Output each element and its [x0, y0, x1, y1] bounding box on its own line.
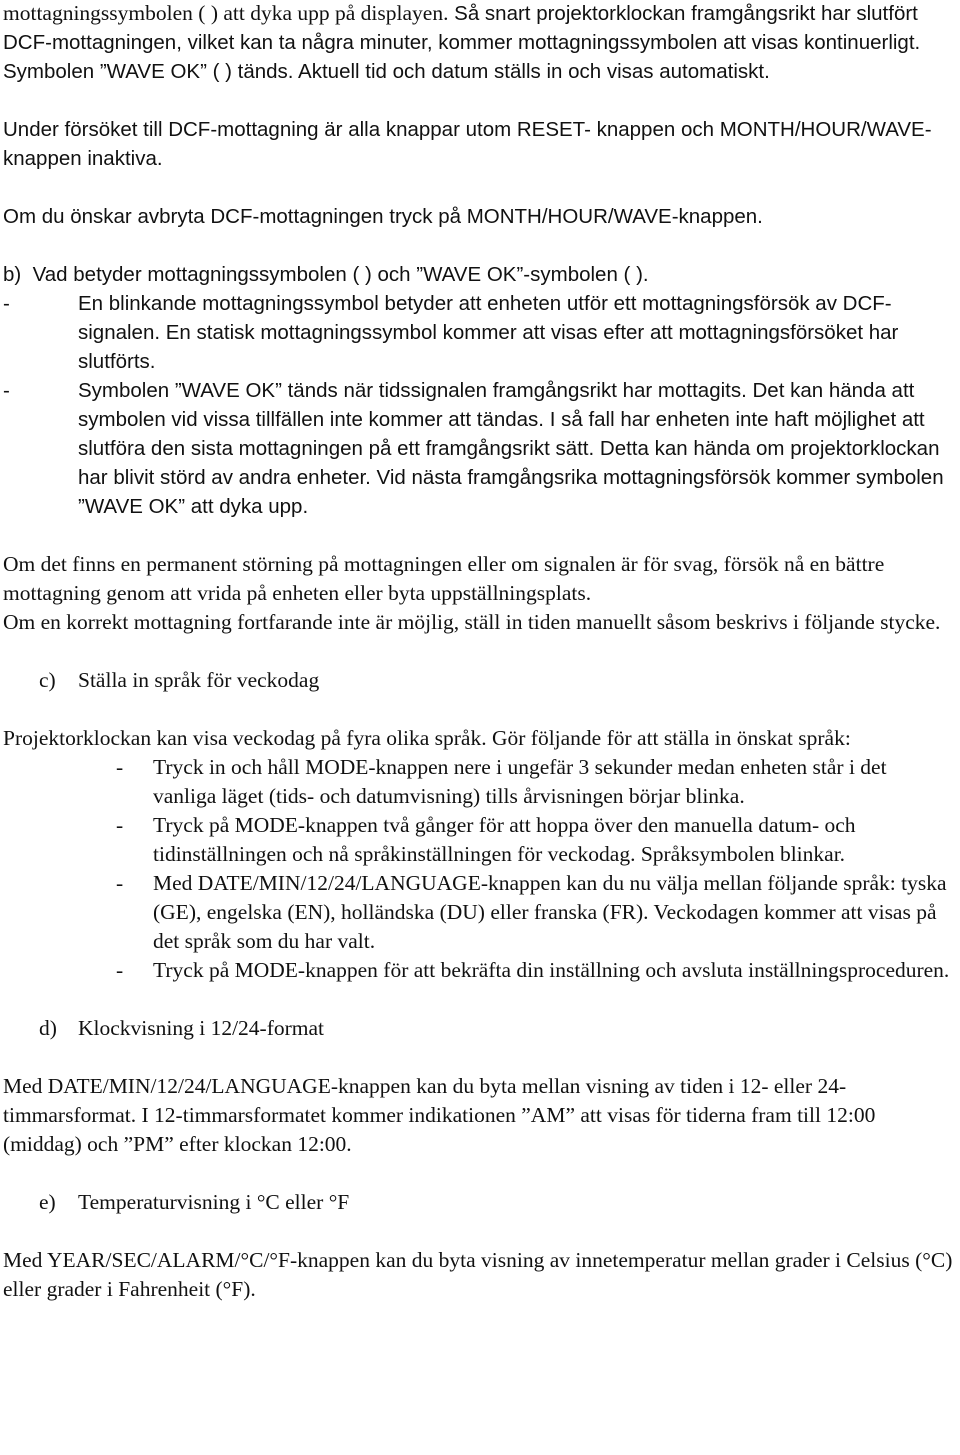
section-b	[3, 260, 955, 521]
list-item	[116, 753, 955, 811]
list-item	[116, 956, 955, 985]
list-item-text: Symbolen ”WAVE OK” tänds när tidssignalen framgångsrikt har mottagits. Det kan hända att symbolen vid vissa tillfällen inte kommer att tändas. I så fall har enheten inte haft möjlighet att slutföra den sista mottagningen på ett framgångsrikt sätt. Detta kan hända om projektorklockan har blivit störd av andra enheter. Vid nästa framgångsrika mottagningsförsök kommer symbolen ”WAVE OK” att dyka upp.	[78, 379, 944, 518]
section-d-heading	[3, 1014, 955, 1043]
list-dash: -	[116, 813, 124, 837]
intro-paragraph	[3, 0, 955, 86]
document-page	[3, 0, 955, 1304]
section-e-title: Temperaturvisning i °C eller °F	[78, 1190, 350, 1214]
list-item-text: Tryck in och håll MODE-knappen nere i ungefär 3 sekunder medan enheten står i det vanliga läget (tids- och datumvisning) tills årvisningen börjar blinka.	[153, 755, 887, 808]
section-e-heading	[3, 1188, 955, 1217]
list-item-text: Tryck på MODE-knappen för att bekräfta din inställning och avsluta inställningsproceduren.	[153, 958, 950, 982]
section-b-heading: b) Vad betyder mottagningssymbolen ( ) och ”WAVE OK”-symbolen ( ).	[3, 263, 649, 286]
section-c-intro: Projektorklockan kan visa veckodag på fyra olika språk. Gör följande för att ställa in önskat språk:	[3, 726, 851, 750]
section-c-title: Ställa in språk för veckodag	[78, 668, 320, 692]
interference-paragraph-2: Om en korrekt mottagning fortfarande inte är möjlig, ställ in tiden manuellt såsom beskrivs i följande stycke.	[3, 610, 941, 634]
section-c-letter: c)	[39, 668, 56, 692]
section-c-heading	[3, 666, 955, 695]
section-c-steps	[3, 753, 955, 985]
list-item	[116, 869, 955, 956]
abort-reception-note: Om du önskar avbryta DCF-mottagningen tryck på MONTH/HOUR/WAVE-knappen.	[3, 205, 763, 228]
list-dash: -	[116, 871, 124, 895]
list-dash: -	[116, 755, 124, 779]
section-e-body: Med YEAR/SEC/ALARM/°C/°F-knappen kan du byta visning av innetemperatur mellan grader i Celsius (°C) eller grader i Fahrenheit (°F).	[3, 1248, 953, 1301]
list-dash: -	[3, 379, 10, 402]
list-item-text: En blinkande mottagningssymbol betyder att enheten utför ett mottagningsförsök av DCF-signalen. En statisk mottagningssymbol kommer att visas efter att mottagningsförsöket har slutförts.	[78, 292, 899, 373]
section-e-letter: e)	[39, 1190, 56, 1214]
interference-paragraph-1: Om det finns en permanent störning på mottagningen eller om signalen är för svag, försök nå en bättre mottagning genom att vrida på enheten eller byta uppställningsplats.	[3, 552, 885, 605]
list-item	[116, 811, 955, 869]
intro-line-1: mottagningssymbolen ( ) att dyka upp på displayen.	[3, 1, 449, 25]
list-item-text: Tryck på MODE-knappen två gånger för att hoppa över den manuella datum- och tidinställningen och nå språkinställningen för veckodag. Språksymbolen blinkar.	[153, 813, 856, 866]
list-item-text: Med DATE/MIN/12/24/LANGUAGE-knappen kan du nu välja mellan följande språk: tyska (GE), engelska (EN), holländska (DU) eller franska (FR). Veckodagen kommer att visas på det språk som du har valt.	[153, 871, 947, 953]
section-d-title: Klockvisning i 12/24-format	[78, 1016, 325, 1040]
list-item	[3, 289, 955, 376]
section-b-list	[3, 289, 955, 521]
list-dash: -	[116, 958, 124, 982]
list-dash: -	[3, 292, 10, 315]
list-item	[3, 376, 955, 521]
intro-continuation: Så snart projektorklockan framgångsrikt har slutfört DCF-mottagningen, vilket kan ta några minuter, kommer mottagningssymbolen att visas kontinuerligt. Symbolen ”WAVE OK” ( ) tänds. Aktuell tid och datum ställs in och visas automatiskt.	[3, 2, 921, 83]
inactive-buttons-note: Under försöket till DCF-mottagning är alla knappar utom RESET- knappen och MONTH/HOUR/WAVE-knappen inaktiva.	[3, 118, 932, 170]
section-d-body: Med DATE/MIN/12/24/LANGUAGE-knappen kan du byta mellan visning av tiden i 12- eller 24-timmarsformat. I 12-timmarsformatet kommer indikationen ”AM” att visas för tiderna fram till 12:00 (middag) och ”PM” efter klockan 12:00.	[3, 1074, 876, 1156]
section-d-letter: d)	[39, 1016, 57, 1040]
